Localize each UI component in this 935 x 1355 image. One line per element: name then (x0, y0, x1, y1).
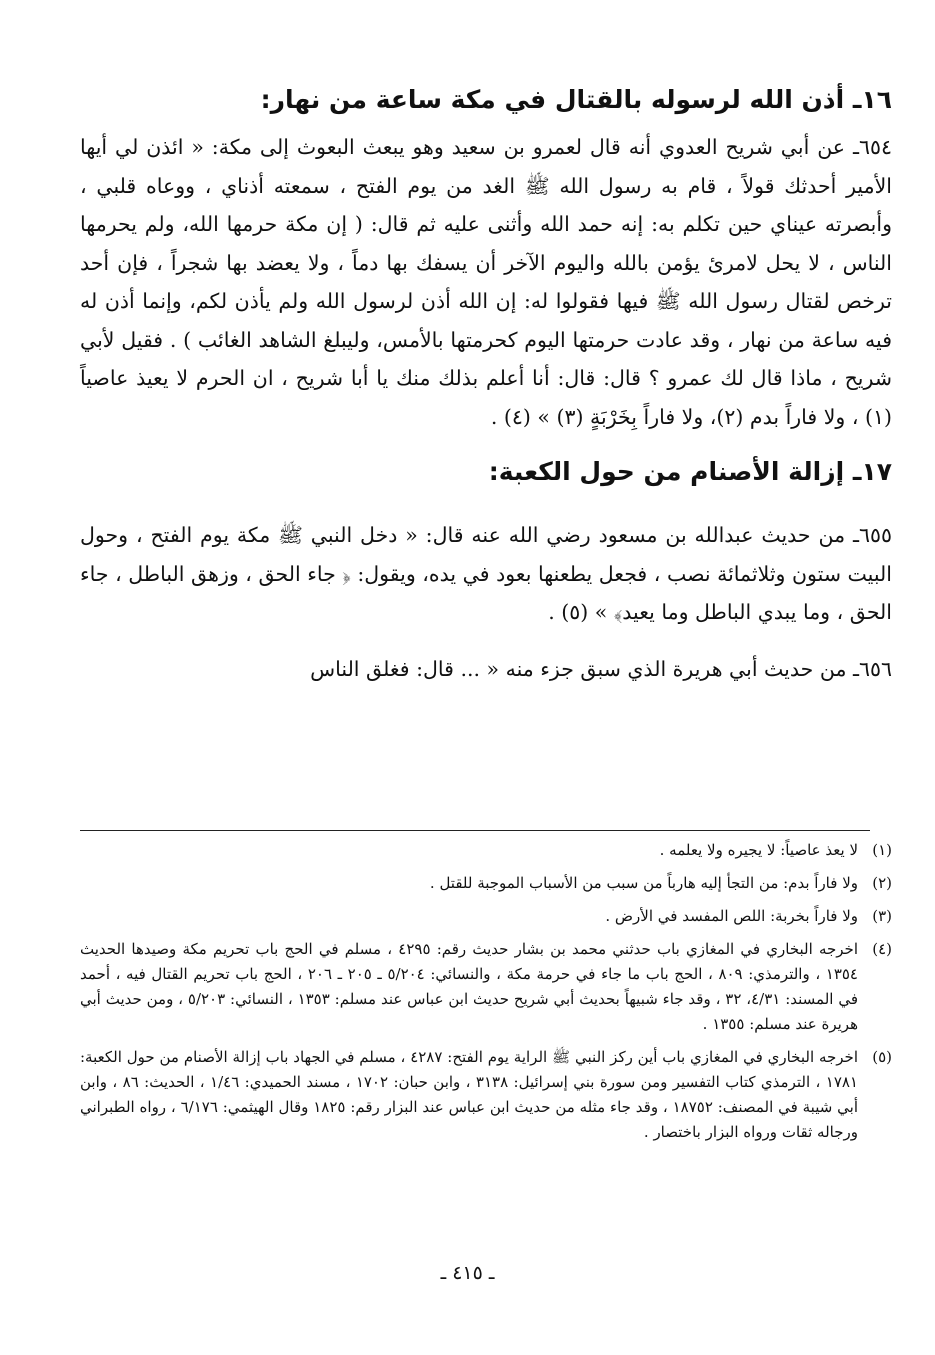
footnotes (80, 838, 892, 1153)
page-number: ـ ٤١٥ ـ (440, 1262, 495, 1284)
footnote-number: (٤) (872, 940, 892, 958)
footnote-number: (٢) (872, 874, 892, 892)
hadith-656: ٦٥٦ـ من حديث أبي هريرة الذي سبق جزء منه « ... قال: فغلق الناس (310, 656, 892, 681)
footnote-number: (٣) (872, 907, 892, 925)
footnote-text: ولا فاراً بدم: من التجأ إليه هارباً من سبب من الأسباب الموجبة للقتل . (429, 874, 858, 892)
footnote-4 (80, 937, 892, 1037)
hadith-655: ٦٥٥ـ من حديث عبدالله بن مسعود رضي الله عنه قال: « دخل النبي ﷺ مكة يوم الفتح ، وحول البيت ستون وثلاثمائة نصب ، فجعل يطعنها بعود في يده، ويقول: ﴿ جاء الحق ، وزهق الباطل ، جاء الحق ، وما يبدي الباطل وما يعيد﴾ » (٥) . (80, 523, 892, 624)
footnote-text: لا يعذ عاصياً: لا يجيره ولا يعلمه . (659, 841, 858, 859)
footnote-2 (80, 871, 892, 896)
main-text (80, 70, 892, 688)
footnote-1 (80, 838, 892, 863)
footnote-number: (١) (872, 841, 892, 859)
footnote-text: اخرجه البخاري في المغازي باب حدثني محمد بن بشار حديث رقم: ٤٢٩٥ ، مسلم في الحج باب تحريم مكة وصيدها الحديث ١٣٥٤ ، والترمذي: ٨٠٩ ، الحج باب ما جاء في حرمة مكة ، والنسائي: ٥/٢٠٤ ـ ٢٠٥ ـ ٢٠٦ ، الحج باب تحريم القتال فيه ، أحمد في المسند: ٤/٣١، ٣٢ ، وقد جاء شبيهاً بحديث أبي شريح حديث ابن عباس عند مسلم: ١٣٥٣ ، النسائي: ٥/٢٠٣ ، ومن حديث أبي هريرة عند مسلم: ١٣٥٥ . (80, 940, 859, 1033)
footnote-number: (٥) (872, 1048, 892, 1066)
footnote-divider (80, 830, 870, 831)
footnote-3 (80, 904, 892, 929)
footnote-text: اخرجه البخاري في المغازي باب أين ركز النبي ﷺ الراية يوم الفتح: ٤٢٨٧ ، مسلم في الجهاد باب إزالة الأصنام من حول الكعبة: ١٧٨١ ، الترمذي كتاب التفسير ومن سورة بني إسرائيل: ٣١٣٨ ، وابن حبان: ١٧٠٢ ، مسند الحميدي: ١/٤٦ ، الحديث: ٨٦ ، وابن أبي شيبة في المصنف: ١٨٧٥٢ ، وقد جاء مثله من حديث ابن عباس عند البزار رقم: ١٨٢٥ وقال الهيثمي: ٦/١٧٦ ، رواه الطبراني ورجاله ثقات ورواه البزار باختصار . (80, 1048, 859, 1141)
section-17-heading: ١٧ـ إزالة الأصنام من حول الكعبة: (488, 457, 892, 486)
hadith-654: ٦٥٤ـ عن أبي شريح العدوي أنه قال لعمرو بن سعيد وهو يبعث البعوث إلى مكة: « ائذن لي أيها الأمير أحدثك قولاً ، قام به رسول الله ﷺ الغد من يوم الفتح ، سمعته أذناي ، ووعاه قلبي ، وأبصرته عيناي حين تكلم به: إنه حمد الله وأثنى عليه ثم قال: ( إن مكة حرمها الله، ولم يحرمها الناس ، لا يحل لامرئ يؤمن بالله واليوم الآخر أن يسفك بها دماً ، ولا يعضد بها شجراً ، فإن أحد ترخص لقتال رسول الله ﷺ فيها فقولوا له: إن الله أذن لرسول الله ولم يأذن لكم، وإنما أذن له فيه ساعة من نهار ، وقد عادت حرمتها اليوم كحرمتها بالأمس، وليبلغ الشاهد الغائب ) . فقيل لأبي شريح ، ماذا قال لك عمرو ؟ قال: قال: أنا أعلم بذلك منك يا أبا شريح ، ان الحرم لا يعيذ عاصياً (١) ، ولا فاراً بدم (٢)، ولا فاراً بِخَرْبَةٍ (٣) » (٤) . (80, 135, 892, 429)
footnote-text: ولا فاراً بخربة: اللص المفسد في الأرض . (605, 907, 858, 925)
section-16-heading: ١٦ـ أذن الله لرسوله بالقتال في مكة ساعة من نهار: (260, 85, 892, 114)
footnote-5 (80, 1045, 892, 1145)
